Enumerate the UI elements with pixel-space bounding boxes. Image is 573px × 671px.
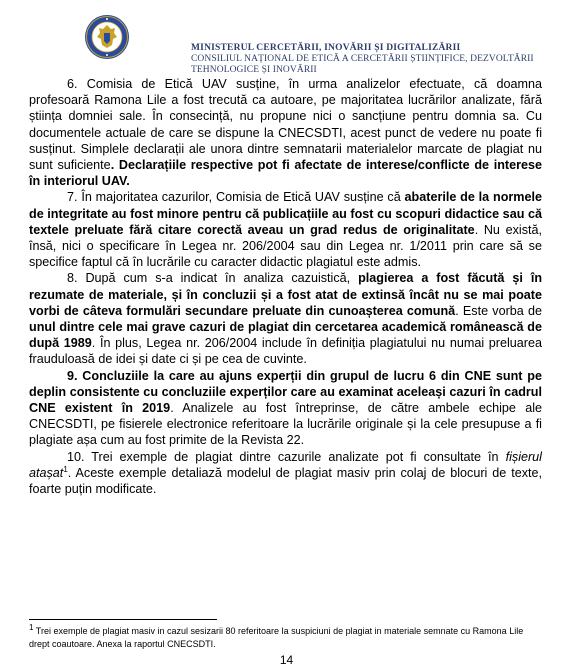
- footnote: [29, 625, 542, 651]
- paragraph-8-text-a: 8. După cum s-a indicat în analiza cazuistică,: [67, 271, 359, 286]
- paragraph-9-text: . Analizele au fost întreprinse, de către ambele echipe ale CNECSDTI, pe fisierele electronice referitoare la lucrările originale și la cele presupuse a fi plagiate așa cum au fost primite de la Revista 22.: [29, 401, 543, 448]
- paragraph-7: [29, 189, 542, 270]
- paragraph-6: [29, 76, 542, 189]
- paragraph-7-text-a: 7. În majoritatea cazurilor, Comisia de Etică UAV susține că: [67, 190, 405, 205]
- footnote-reference[interactable]: 1: [63, 464, 68, 474]
- paragraph-7-text-c: . Nu există, însă, nici o specificare în Legea nr. 206/2004 sau din Legea nr. 1/2011 prin care să se specifice faptul că în lucrările cu caracter didactic plagiatul este admis.: [29, 222, 542, 270]
- ministry-header: MINISTERUL CERCETĂRII, INOVĂRII ȘI DIGITALIZĂRII: [191, 43, 461, 53]
- paragraph-8: [29, 270, 542, 367]
- paragraph-6-text: 6. Comisia de Etică UAV susține, în urma analizelor efectuate, că doamna profesoară Ramona Lile a fost trecută ca autoare, pe majoritatea lucrărilor analizate, fără știința domniei sale. În consecință, nu propune nici o sancțiune pentru domnia sa. Cu documentele actuale de care se dispune la CNECSDTI, acest punct de vedere nu poate fi susținut. Simplele declarații ale unora dintre semnatarii materialelor marcate de plagiat nu sunt suficiente: [29, 77, 542, 173]
- paragraph-8-bold-d: unul dintre cele mai grave cazuri de plagiat din cercetarea academică românească de după 1989: [29, 320, 542, 351]
- attached-file-reference: fișierul atașat: [29, 449, 542, 480]
- page-number: 14: [279, 653, 294, 667]
- paragraph-8-text-e: . În plus, Legea nr. 206/2004 include în definiția plagiatului nu numai preluarea frauduloasă de idei și date ci și pe cea de cuvinte.: [29, 336, 542, 367]
- paragraph-9: [29, 368, 542, 449]
- paragraph-8-text-c: . Este vorba de: [455, 303, 542, 318]
- paragraph-8-bold-b: plagierea a fost făcută și în rezumate de materiale, și în concluzii și a fost atat de extinsă încât nu se mai poate vorbi de câteva formulări secundare preluate din cunoașterea comună: [29, 271, 543, 318]
- footnote-text: Trei exemple de plagiat masiv in cazul sesizarii 80 referitoare la suspiciuni de plagiat in materiale semnate cu Ramona Lile drept coautoare. Anexa la raportul CNECSDTI.: [29, 626, 524, 649]
- government-seal-icon: [84, 14, 130, 60]
- paragraph-6-bold: . Declarațiile respective pot fi afectate de interese/conflicte de interese în interiorul UAV.: [29, 158, 542, 189]
- council-header: [191, 54, 551, 75]
- council-header-line-1: CONSILIUL NAȚIONAL DE ETICĂ A CERCETĂRII ȘTIINȚIFICE, DEZVOLTĂRII: [191, 54, 534, 64]
- paragraph-10-text-a: 10. Trei exemple de plagiat dintre cazurile analizate pot fi consultate în: [67, 449, 506, 464]
- document-body: [29, 76, 542, 497]
- paragraph-7-bold: abaterile de la normele de integritate au fost minore pentru că publicațiile au fost cu scopuri didactice sau că textele preluate fără citare corectă aveau un grad redus de originalitate: [29, 190, 542, 237]
- paragraph-10-text-c: . Aceste exemple detaliază modelul de plagiat masiv prin colaj de blocuri de texte, foarte puțin modificate.: [29, 465, 542, 497]
- footnote-separator: [29, 619, 217, 620]
- paragraph-10: [29, 449, 542, 498]
- paragraph-9-bold: 9. Concluziile la care au ajuns experții din grupul de lucru 6 din CNE sunt pe deplin consistente cu concluziile experților care au examinat aceleași cazuri în cadrul CNE existent în 2019: [29, 368, 542, 416]
- council-header-line-2: TEHNOLOGICE ȘI INOVĂRII: [191, 64, 317, 75]
- footnote-mark: 1: [29, 623, 34, 632]
